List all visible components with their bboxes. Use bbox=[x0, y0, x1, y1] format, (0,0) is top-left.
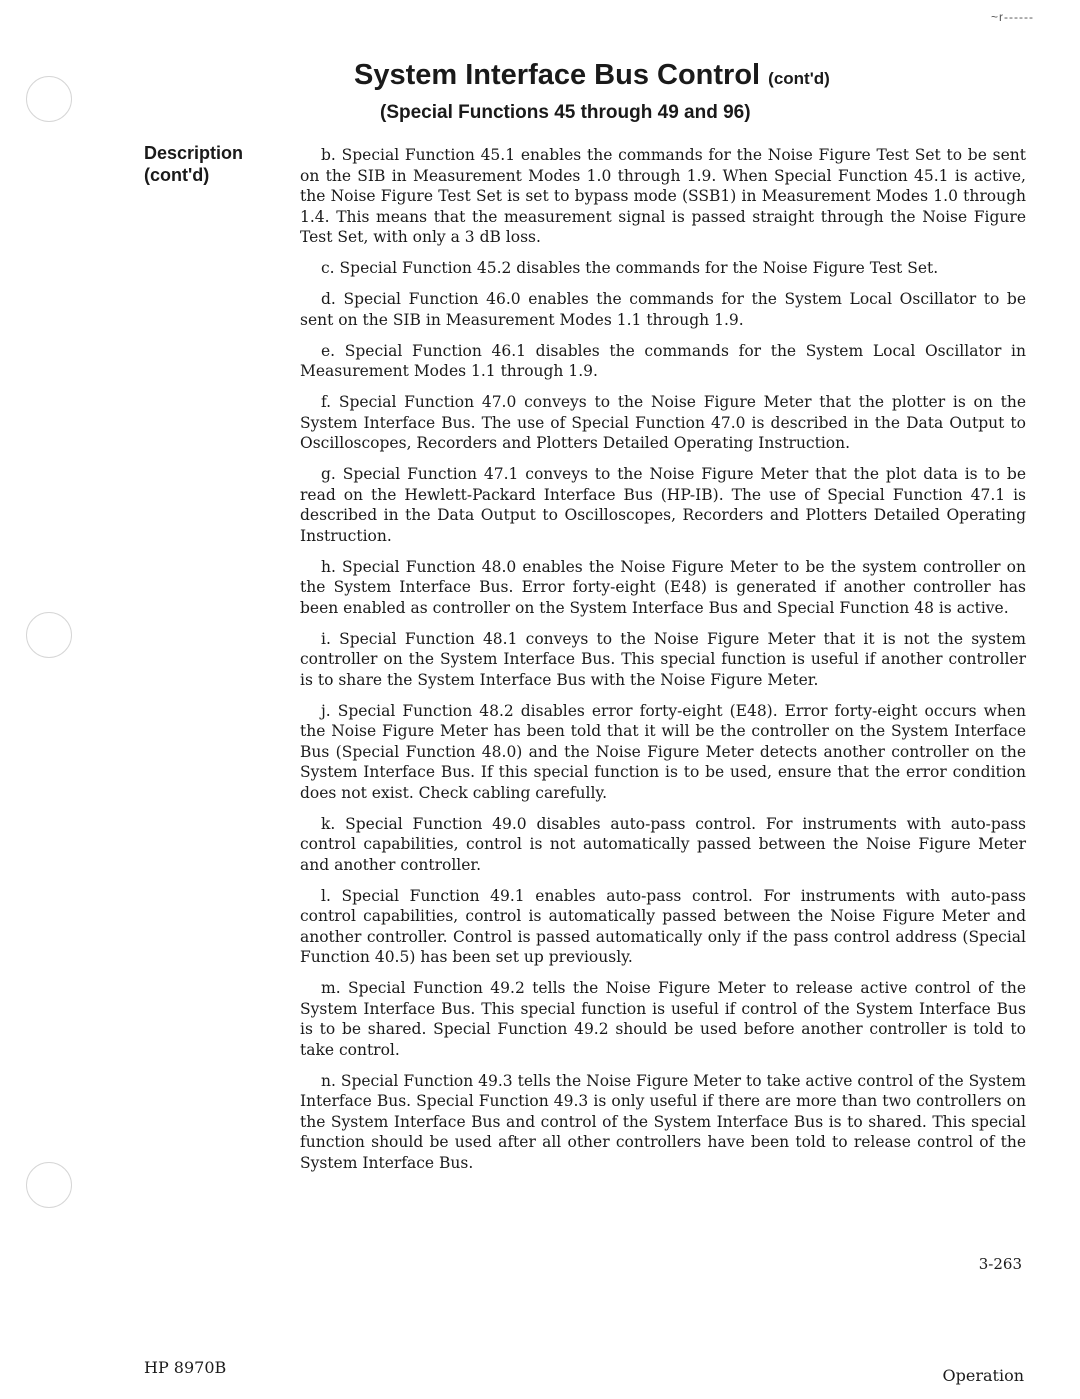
paragraph-k: k. Special Function 49.0 disables auto-pass control. For instruments with auto-pass control capabilities, control is not automatically passed between the Noise Figure Meter and another controller. bbox=[300, 814, 1026, 874]
paragraph-e: e. Special Function 46.1 disables the commands for the System Local Oscillator in Measurement Modes 1.1 through 1.9. bbox=[300, 341, 1026, 380]
page-title-text: System Interface Bus Control bbox=[354, 59, 761, 91]
side-heading bbox=[144, 142, 243, 186]
paragraph-b: b. Special Function 45.1 enables the commands for the Noise Figure Test Set to be sent on the SIB in Measurement Modes 1.0 through 1.9. When Special Function 45.1 is active, the Noise Figure Test Set is set to bypass mode (SSB1) in Measurement Modes 1.0 through 1.4. This means that the measurement signal is passed straight through the Noise Figure Test Set, with only a 3 dB loss. bbox=[300, 146, 1026, 246]
paragraph-f: f. Special Function 47.0 conveys to the Noise Figure Meter that the plotter is on the System Interface Bus. The use of Special Function 47.0 is described in the Data Output to Oscilloscopes, Recorders and Plotters Detailed Operating Instruction. bbox=[300, 393, 1026, 452]
paragraph-m: m. Special Function 49.2 tells the Noise Figure Meter to release active control of the System Interface Bus. This special function is useful if control of the System Interface Bus is to be shared. Special Function 49.2 should be used before another controller is told to take control. bbox=[300, 979, 1026, 1059]
paragraph-j: j. Special Function 48.2 disables error forty-eight (E48). Error forty-eight occurs when the Noise Figure Meter has been told that it will be the controller on the System Interface Bus (Special Function 48.0) and the Noise Figure Meter detects another controller on the System Interface Bus. If this special function is to be used, ensure that the error condition does not exist. Check cabling carefully. bbox=[300, 701, 1026, 802]
paragraph-d: d. Special Function 46.0 enables the commands for the System Local Oscillator to be sent on the SIB in Measurement Modes 1.1 through 1.9. bbox=[300, 290, 1026, 329]
side-heading-line-2: (cont'd) bbox=[144, 165, 210, 185]
punch-hole bbox=[26, 612, 72, 658]
punch-hole bbox=[26, 76, 72, 122]
page-title bbox=[354, 60, 830, 92]
page-title-suffix: (cont'd) bbox=[768, 69, 830, 88]
paragraph-g: g. Special Function 47.1 conveys to the Noise Figure Meter that the plot data is to be read on the Hewlett-Packard Interface Bus (HP-IB). The use of Special Function 47.1 is described in the Data Output to Oscilloscopes, Recorders and Plotters Detailed Operating Instruction. bbox=[300, 465, 1026, 545]
page-number: 3-263 bbox=[978, 1255, 1022, 1273]
paragraph-h: h. Special Function 48.0 enables the Noise Figure Meter to be the system controller on the System Interface Bus. Error forty-eight (E48) is generated if another controller has been enabled as controller on the System Interface Bus and Special Function 48 is active. bbox=[300, 557, 1026, 617]
footer-model: HP 8970B bbox=[144, 1358, 227, 1377]
paragraph-n: n. Special Function 49.3 tells the Noise Figure Meter to take active control of the System Interface Bus. Special Function 49.3 is only useful if there are more than two controllers on the System Interface Bus and control of the System Interface Bus is to shared. This special function should be used after all other controllers have been told to release control of the System Interface Bus. bbox=[300, 1071, 1026, 1172]
paragraph-l: l. Special Function 49.1 enables auto-pass control. For instruments with auto-pass control capabilities, control is automatically passed between the Noise Figure Meter and another controller. Control is passed automatically only if the pass control address (Special Function 40.5) has been set up previously. bbox=[300, 886, 1026, 966]
header-mark: ~r------ bbox=[991, 10, 1034, 24]
footer-section: Operation bbox=[942, 1366, 1024, 1385]
paragraph-i: i. Special Function 48.1 conveys to the Noise Figure Meter that it is not the system controller on the System Interface Bus. This special function is useful if another controller is to share the System Interface Bus with the Noise Figure Meter. bbox=[300, 629, 1026, 689]
page-subtitle: (Special Functions 45 through 49 and 96) bbox=[380, 102, 751, 123]
paragraph-c: c. Special Function 45.2 disables the commands for the Noise Figure Test Set. bbox=[321, 259, 939, 277]
punch-hole bbox=[26, 1162, 72, 1208]
side-heading-line-1: Description bbox=[144, 143, 244, 163]
body-text bbox=[300, 145, 1026, 1184]
